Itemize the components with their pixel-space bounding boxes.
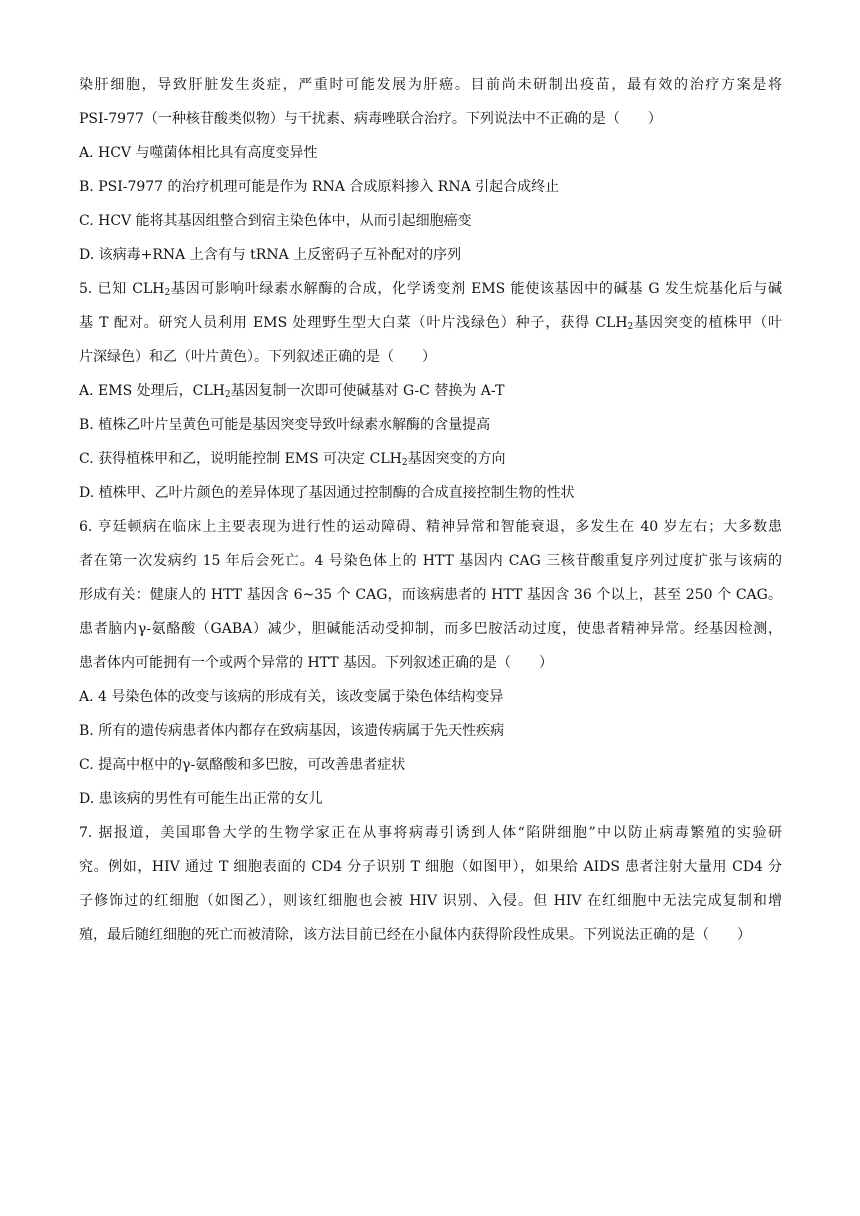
subscript-2: 2 [164,288,171,298]
question-7-stem-line-3: 子修饰过的红细胞（如图乙），则该红细胞也会被 HIV 识别、入侵。但 HIV 在红细胞中无法完成复制和增 [79,893,782,909]
question-6-option-c: C. 提高中枢中的γ-氨酪酸和多巴胺，可改善患者症状 [79,757,406,773]
q5-option-text: 基因突变的方向 [407,451,506,467]
question-6-stem-line-4: 患者脑内γ-氨酪酸（GABA）减少，胆碱能活动受抑制，而多巴胺活动过度，使患者精神异常。经基因检测， [79,621,782,637]
q5-text: 基因可影响叶绿素水解酶的合成，化学诱变剂 EMS 能使该基因中的碱基 G 发生烷基化后与碱 [170,281,782,297]
q5-text: 基因突变的植株甲（叶 [633,315,782,331]
q5-text: 5. 已知 CLH [79,281,165,297]
question-5-option-d: D. 植株甲、乙叶片颜色的差异体现了基因通过控制酶的合成直接控制生物的性状 [79,485,575,501]
page-content [79,68,782,952]
question-6-stem-line-2: 者在第一次发病约 15 年后会死亡。4 号染色体上的 HTT 基因内 CAG 三核苷酸重复序列过度扩张与该病的 [79,553,782,569]
question-7-stem-line-4: 殖，最后随红细胞的死亡而被清除，该方法目前已经在小鼠体内获得阶段性成果。下列说法正确的是（ ） [79,927,751,943]
question-4-option-c: C. HCV 能将其基因组整合到宿主染色体中，从而引起细胞癌变 [79,213,472,229]
question-5-stem-line-2 [79,306,782,340]
q5-option-text: C. 获得植株甲和乙，说明能控制 EMS 可决定 CLH [79,451,402,467]
question-4-option-a: A. HCV 与噬菌体相比具有高度变异性 [79,145,318,161]
question-4-stem-line-2: PSI-7977（一种核苷酸类似物）与干扰素、病毒唑联合治疗。下列说法中不正确的是（ ） [79,111,662,127]
question-6-stem-line-5: 患者体内可能拥有一个或两个异常的 HTT 基因。下列叙述正确的是（ ） [79,655,554,671]
question-6-stem-line-3: 形成有关：健康人的 HTT 基因含 6~35 个 CAG，而该病患者的 HTT 基因含 36 个以上，甚至 250 个 CAG。 [79,587,782,603]
subscript-2: 2 [627,322,634,332]
question-7-stem-line-2: 究。例如，HIV 通过 T 细胞表面的 CD4 分子识别 T 细胞（如图甲），如果给 AIDS 患者注射大量用 CD4 分 [79,859,782,875]
subscript-2: 2 [401,458,408,468]
question-5-option-a [79,374,782,408]
question-5-stem-line-3: 片深绿色）和乙（叶片黄色）。下列叙述正确的是（ ） [79,349,436,365]
question-7-stem-line-1: 7. 据报道，美国耶鲁大学的生物学家正在从事将病毒引诱到人体“陷阱细胞”中以防止病毒繁殖的实验研 [79,825,782,841]
question-5-stem-line-1 [79,272,782,306]
question-5-option-c [79,442,782,476]
question-4-stem-line-1: 染肝细胞，导致肝脏发生炎症，严重时可能发展为肝癌。目前尚未研制出疫苗，最有效的治疗方案是将 [79,77,782,93]
question-6-stem-line-1: 6. 亨廷顿病在临床上主要表现为进行性的运动障碍、精神异常和智能衰退，多发生在 40 岁左右；大多数患 [79,519,782,535]
question-6-option-d: D. 患该病的男性有可能生出正常的女儿 [79,791,323,807]
question-5-option-b: B. 植株乙叶片呈黄色可能是基因突变导致叶绿素水解酶的含量提高 [79,417,491,433]
q5-text: 基 T 配对。研究人员利用 EMS 处理野生型大白菜（叶片浅绿色）种子，获得 CLH [79,315,628,331]
question-4-option-d: D. 该病毒+RNA 上含有与 tRNA 上反密码子互补配对的序列 [79,247,462,263]
subscript-2: 2 [224,390,231,400]
question-4-option-b: B. PSI-7977 的治疗机理可能是作为 RNA 合成原料掺入 RNA 引起合成终止 [79,179,560,195]
question-6-option-b: B. 所有的遗传病患者体内都存在致病基因，该遗传病属于先天性疾病 [79,723,505,739]
q5-option-text: 基因复制一次即可使碱基对 G-C 替换为 A-T [230,383,505,399]
q5-option-text: A. EMS 处理后，CLH [79,383,225,399]
question-6-option-a: A. 4 号染色体的改变与该病的形成有关，该改变属于染色体结构变异 [79,689,504,705]
